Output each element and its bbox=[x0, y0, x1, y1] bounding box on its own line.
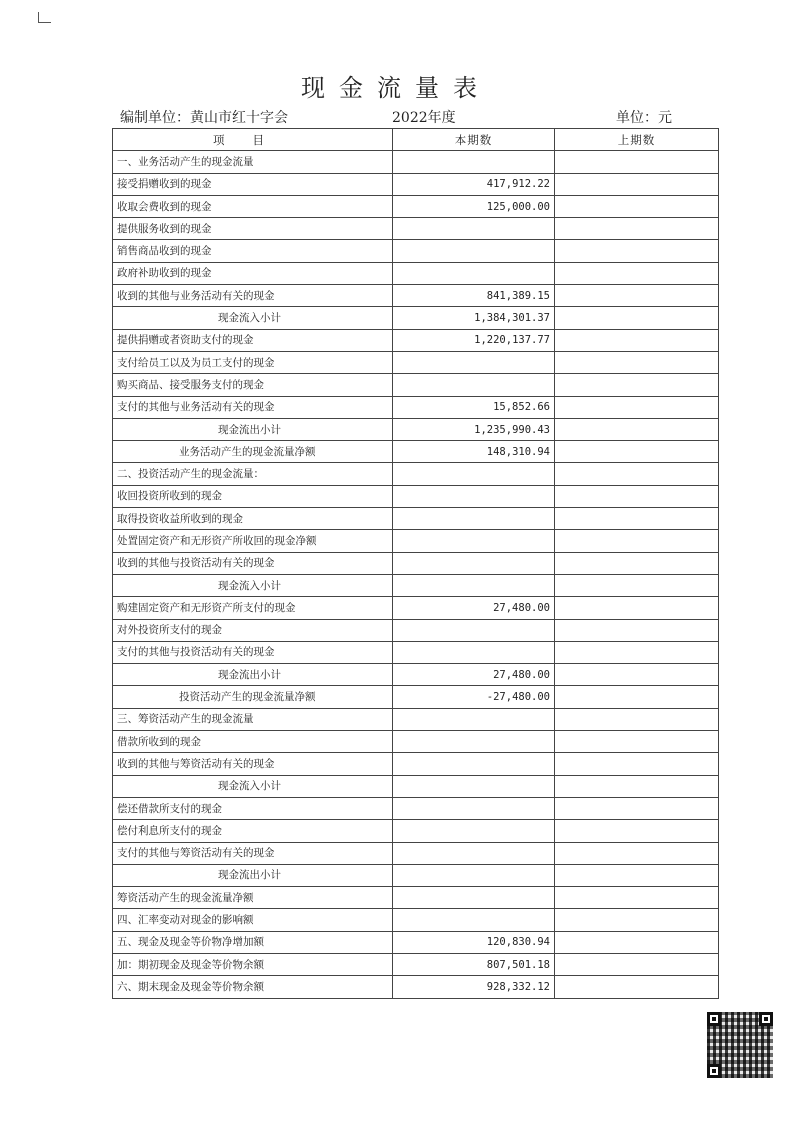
qr-finder-top-right bbox=[759, 1012, 773, 1026]
row-current-value bbox=[393, 731, 555, 753]
row-label: 支付给员工以及为员工支付的现金 bbox=[113, 351, 393, 373]
row-current-value: 417,912.22 bbox=[393, 173, 555, 195]
row-label: 现金流出小计 bbox=[113, 864, 393, 886]
table-row bbox=[113, 597, 719, 619]
row-label: 收回投资所收到的现金 bbox=[113, 485, 393, 507]
row-previous-value bbox=[555, 842, 719, 864]
row-current-value: 125,000.00 bbox=[393, 195, 555, 217]
row-label: 现金流入小计 bbox=[113, 574, 393, 596]
row-previous-value bbox=[555, 307, 719, 329]
row-label: 收到的其他与业务活动有关的现金 bbox=[113, 285, 393, 307]
row-label: 五、现金及现金等价物净增加额 bbox=[113, 931, 393, 953]
row-label: 收到的其他与投资活动有关的现金 bbox=[113, 552, 393, 574]
row-current-value bbox=[393, 909, 555, 931]
row-current-value bbox=[393, 485, 555, 507]
row-previous-value bbox=[555, 686, 719, 708]
row-previous-value bbox=[555, 708, 719, 730]
row-label: 现金流出小计 bbox=[113, 418, 393, 440]
row-previous-value bbox=[555, 418, 719, 440]
row-label: 收到的其他与筹资活动有关的现金 bbox=[113, 753, 393, 775]
row-label: 六、期末现金及现金等价物余额 bbox=[113, 976, 393, 998]
row-label: 加：期初现金及现金等价物余额 bbox=[113, 953, 393, 975]
row-previous-value bbox=[555, 864, 719, 886]
row-current-value bbox=[393, 864, 555, 886]
org-label: 编制单位：黄山市红十字会 bbox=[120, 110, 288, 126]
row-previous-value bbox=[555, 374, 719, 396]
row-previous-value bbox=[555, 887, 719, 909]
table-row bbox=[113, 285, 719, 307]
row-label: 购建固定资产和无形资产所支付的现金 bbox=[113, 597, 393, 619]
table-row bbox=[113, 731, 719, 753]
table-row bbox=[113, 708, 719, 730]
row-previous-value bbox=[555, 552, 719, 574]
table-row bbox=[113, 753, 719, 775]
row-previous-value bbox=[555, 530, 719, 552]
row-current-value bbox=[393, 753, 555, 775]
table-row bbox=[113, 976, 719, 998]
row-previous-value bbox=[555, 820, 719, 842]
table-row bbox=[113, 262, 719, 284]
qr-finder-bottom-left bbox=[707, 1064, 721, 1078]
row-previous-value bbox=[555, 574, 719, 596]
row-previous-value bbox=[555, 775, 719, 797]
table-row bbox=[113, 842, 719, 864]
table-row bbox=[113, 195, 719, 217]
row-current-value bbox=[393, 463, 555, 485]
row-current-value: 928,332.12 bbox=[393, 976, 555, 998]
row-label: 取得投资收益所收到的现金 bbox=[113, 508, 393, 530]
row-previous-value bbox=[555, 173, 719, 195]
table-row bbox=[113, 574, 719, 596]
row-previous-value bbox=[555, 396, 719, 418]
table-row bbox=[113, 441, 719, 463]
row-current-value bbox=[393, 641, 555, 663]
row-previous-value bbox=[555, 262, 719, 284]
table-row bbox=[113, 909, 719, 931]
row-previous-value bbox=[555, 619, 719, 641]
row-current-value: 120,830.94 bbox=[393, 931, 555, 953]
row-label: 现金流出小计 bbox=[113, 664, 393, 686]
currency-label: 单位：元 bbox=[616, 110, 672, 126]
row-previous-value bbox=[555, 508, 719, 530]
row-label: 投资活动产生的现金流量净额 bbox=[113, 686, 393, 708]
table-row bbox=[113, 530, 719, 552]
table-row bbox=[113, 775, 719, 797]
table-row bbox=[113, 396, 719, 418]
row-current-value bbox=[393, 508, 555, 530]
page-title: 现金流量表 bbox=[301, 74, 491, 102]
table-row bbox=[113, 374, 719, 396]
qr-finder-top-left bbox=[707, 1012, 721, 1026]
row-label: 筹资活动产生的现金流量净额 bbox=[113, 887, 393, 909]
table-row bbox=[113, 931, 719, 953]
row-current-value: 1,220,137.77 bbox=[393, 329, 555, 351]
row-current-value bbox=[393, 820, 555, 842]
row-previous-value bbox=[555, 976, 719, 998]
row-current-value bbox=[393, 218, 555, 240]
row-current-value: 27,480.00 bbox=[393, 597, 555, 619]
row-previous-value bbox=[555, 664, 719, 686]
row-label: 偿还借款所支付的现金 bbox=[113, 797, 393, 819]
row-current-value: 841,389.15 bbox=[393, 285, 555, 307]
row-current-value bbox=[393, 530, 555, 552]
table-row bbox=[113, 173, 719, 195]
row-label: 一、业务活动产生的现金流量 bbox=[113, 151, 393, 173]
table-row bbox=[113, 641, 719, 663]
row-label: 政府补助收到的现金 bbox=[113, 262, 393, 284]
row-current-value bbox=[393, 619, 555, 641]
table-row bbox=[113, 552, 719, 574]
table-row bbox=[113, 664, 719, 686]
table-row bbox=[113, 463, 719, 485]
table-row bbox=[113, 329, 719, 351]
row-current-value: 27,480.00 bbox=[393, 664, 555, 686]
table-row bbox=[113, 485, 719, 507]
row-previous-value bbox=[555, 953, 719, 975]
row-previous-value bbox=[555, 240, 719, 262]
cash-flow-table bbox=[112, 128, 719, 999]
row-label: 借款所收到的现金 bbox=[113, 731, 393, 753]
row-previous-value bbox=[555, 909, 719, 931]
row-label: 提供捐赠或者资助支付的现金 bbox=[113, 329, 393, 351]
row-label: 偿付利息所支付的现金 bbox=[113, 820, 393, 842]
row-label: 四、汇率变动对现金的影响额 bbox=[113, 909, 393, 931]
table-row bbox=[113, 508, 719, 530]
table-row bbox=[113, 619, 719, 641]
row-current-value: 15,852.66 bbox=[393, 396, 555, 418]
table-row bbox=[113, 151, 719, 173]
row-previous-value bbox=[555, 218, 719, 240]
row-current-value: 807,501.18 bbox=[393, 953, 555, 975]
row-current-value bbox=[393, 151, 555, 173]
row-current-value bbox=[393, 351, 555, 373]
row-label: 现金流入小计 bbox=[113, 307, 393, 329]
row-current-value: -27,480.00 bbox=[393, 686, 555, 708]
row-label: 支付的其他与筹资活动有关的现金 bbox=[113, 842, 393, 864]
table-row bbox=[113, 953, 719, 975]
row-current-value: 1,235,990.43 bbox=[393, 418, 555, 440]
row-current-value: 148,310.94 bbox=[393, 441, 555, 463]
row-previous-value bbox=[555, 463, 719, 485]
row-current-value bbox=[393, 775, 555, 797]
row-current-value bbox=[393, 552, 555, 574]
row-current-value: 1,384,301.37 bbox=[393, 307, 555, 329]
table-row bbox=[113, 820, 719, 842]
table-row bbox=[113, 887, 719, 909]
column-header-item: 项目 bbox=[113, 129, 393, 151]
row-current-value bbox=[393, 240, 555, 262]
row-label: 购买商品、接受服务支付的现金 bbox=[113, 374, 393, 396]
row-current-value bbox=[393, 708, 555, 730]
row-previous-value bbox=[555, 731, 719, 753]
row-previous-value bbox=[555, 351, 719, 373]
row-current-value bbox=[393, 842, 555, 864]
table-row bbox=[113, 240, 719, 262]
row-label: 支付的其他与业务活动有关的现金 bbox=[113, 396, 393, 418]
column-header-current: 本期数 bbox=[393, 129, 555, 151]
row-label: 收取会费收到的现金 bbox=[113, 195, 393, 217]
row-previous-value bbox=[555, 753, 719, 775]
row-label: 对外投资所支付的现金 bbox=[113, 619, 393, 641]
qr-code-icon bbox=[707, 1012, 773, 1078]
row-previous-value bbox=[555, 151, 719, 173]
row-current-value bbox=[393, 574, 555, 596]
table-row bbox=[113, 864, 719, 886]
row-label: 现金流入小计 bbox=[113, 775, 393, 797]
row-current-value bbox=[393, 887, 555, 909]
row-previous-value bbox=[555, 285, 719, 307]
corner-mark bbox=[38, 12, 51, 23]
row-current-value bbox=[393, 374, 555, 396]
row-previous-value bbox=[555, 597, 719, 619]
row-label: 二、投资活动产生的现金流量： bbox=[113, 463, 393, 485]
table-row bbox=[113, 418, 719, 440]
row-label: 接受捐赠收到的现金 bbox=[113, 173, 393, 195]
table-body bbox=[113, 151, 719, 998]
row-label: 业务活动产生的现金流量净额 bbox=[113, 441, 393, 463]
table-row bbox=[113, 307, 719, 329]
row-previous-value bbox=[555, 329, 719, 351]
row-previous-value bbox=[555, 641, 719, 663]
column-header-previous: 上期数 bbox=[555, 129, 719, 151]
row-label: 支付的其他与投资活动有关的现金 bbox=[113, 641, 393, 663]
row-previous-value bbox=[555, 797, 719, 819]
table-row bbox=[113, 351, 719, 373]
row-label: 提供服务收到的现金 bbox=[113, 218, 393, 240]
row-previous-value bbox=[555, 931, 719, 953]
row-label: 销售商品收到的现金 bbox=[113, 240, 393, 262]
row-previous-value bbox=[555, 441, 719, 463]
row-current-value bbox=[393, 262, 555, 284]
row-label: 处置固定资产和无形资产所收回的现金净额 bbox=[113, 530, 393, 552]
row-previous-value bbox=[555, 195, 719, 217]
table-header-row bbox=[113, 129, 719, 151]
table-row bbox=[113, 218, 719, 240]
row-current-value bbox=[393, 797, 555, 819]
row-previous-value bbox=[555, 485, 719, 507]
year-label: 2022年度 bbox=[392, 110, 456, 126]
table-row bbox=[113, 797, 719, 819]
row-label: 三、筹资活动产生的现金流量 bbox=[113, 708, 393, 730]
table-row bbox=[113, 686, 719, 708]
